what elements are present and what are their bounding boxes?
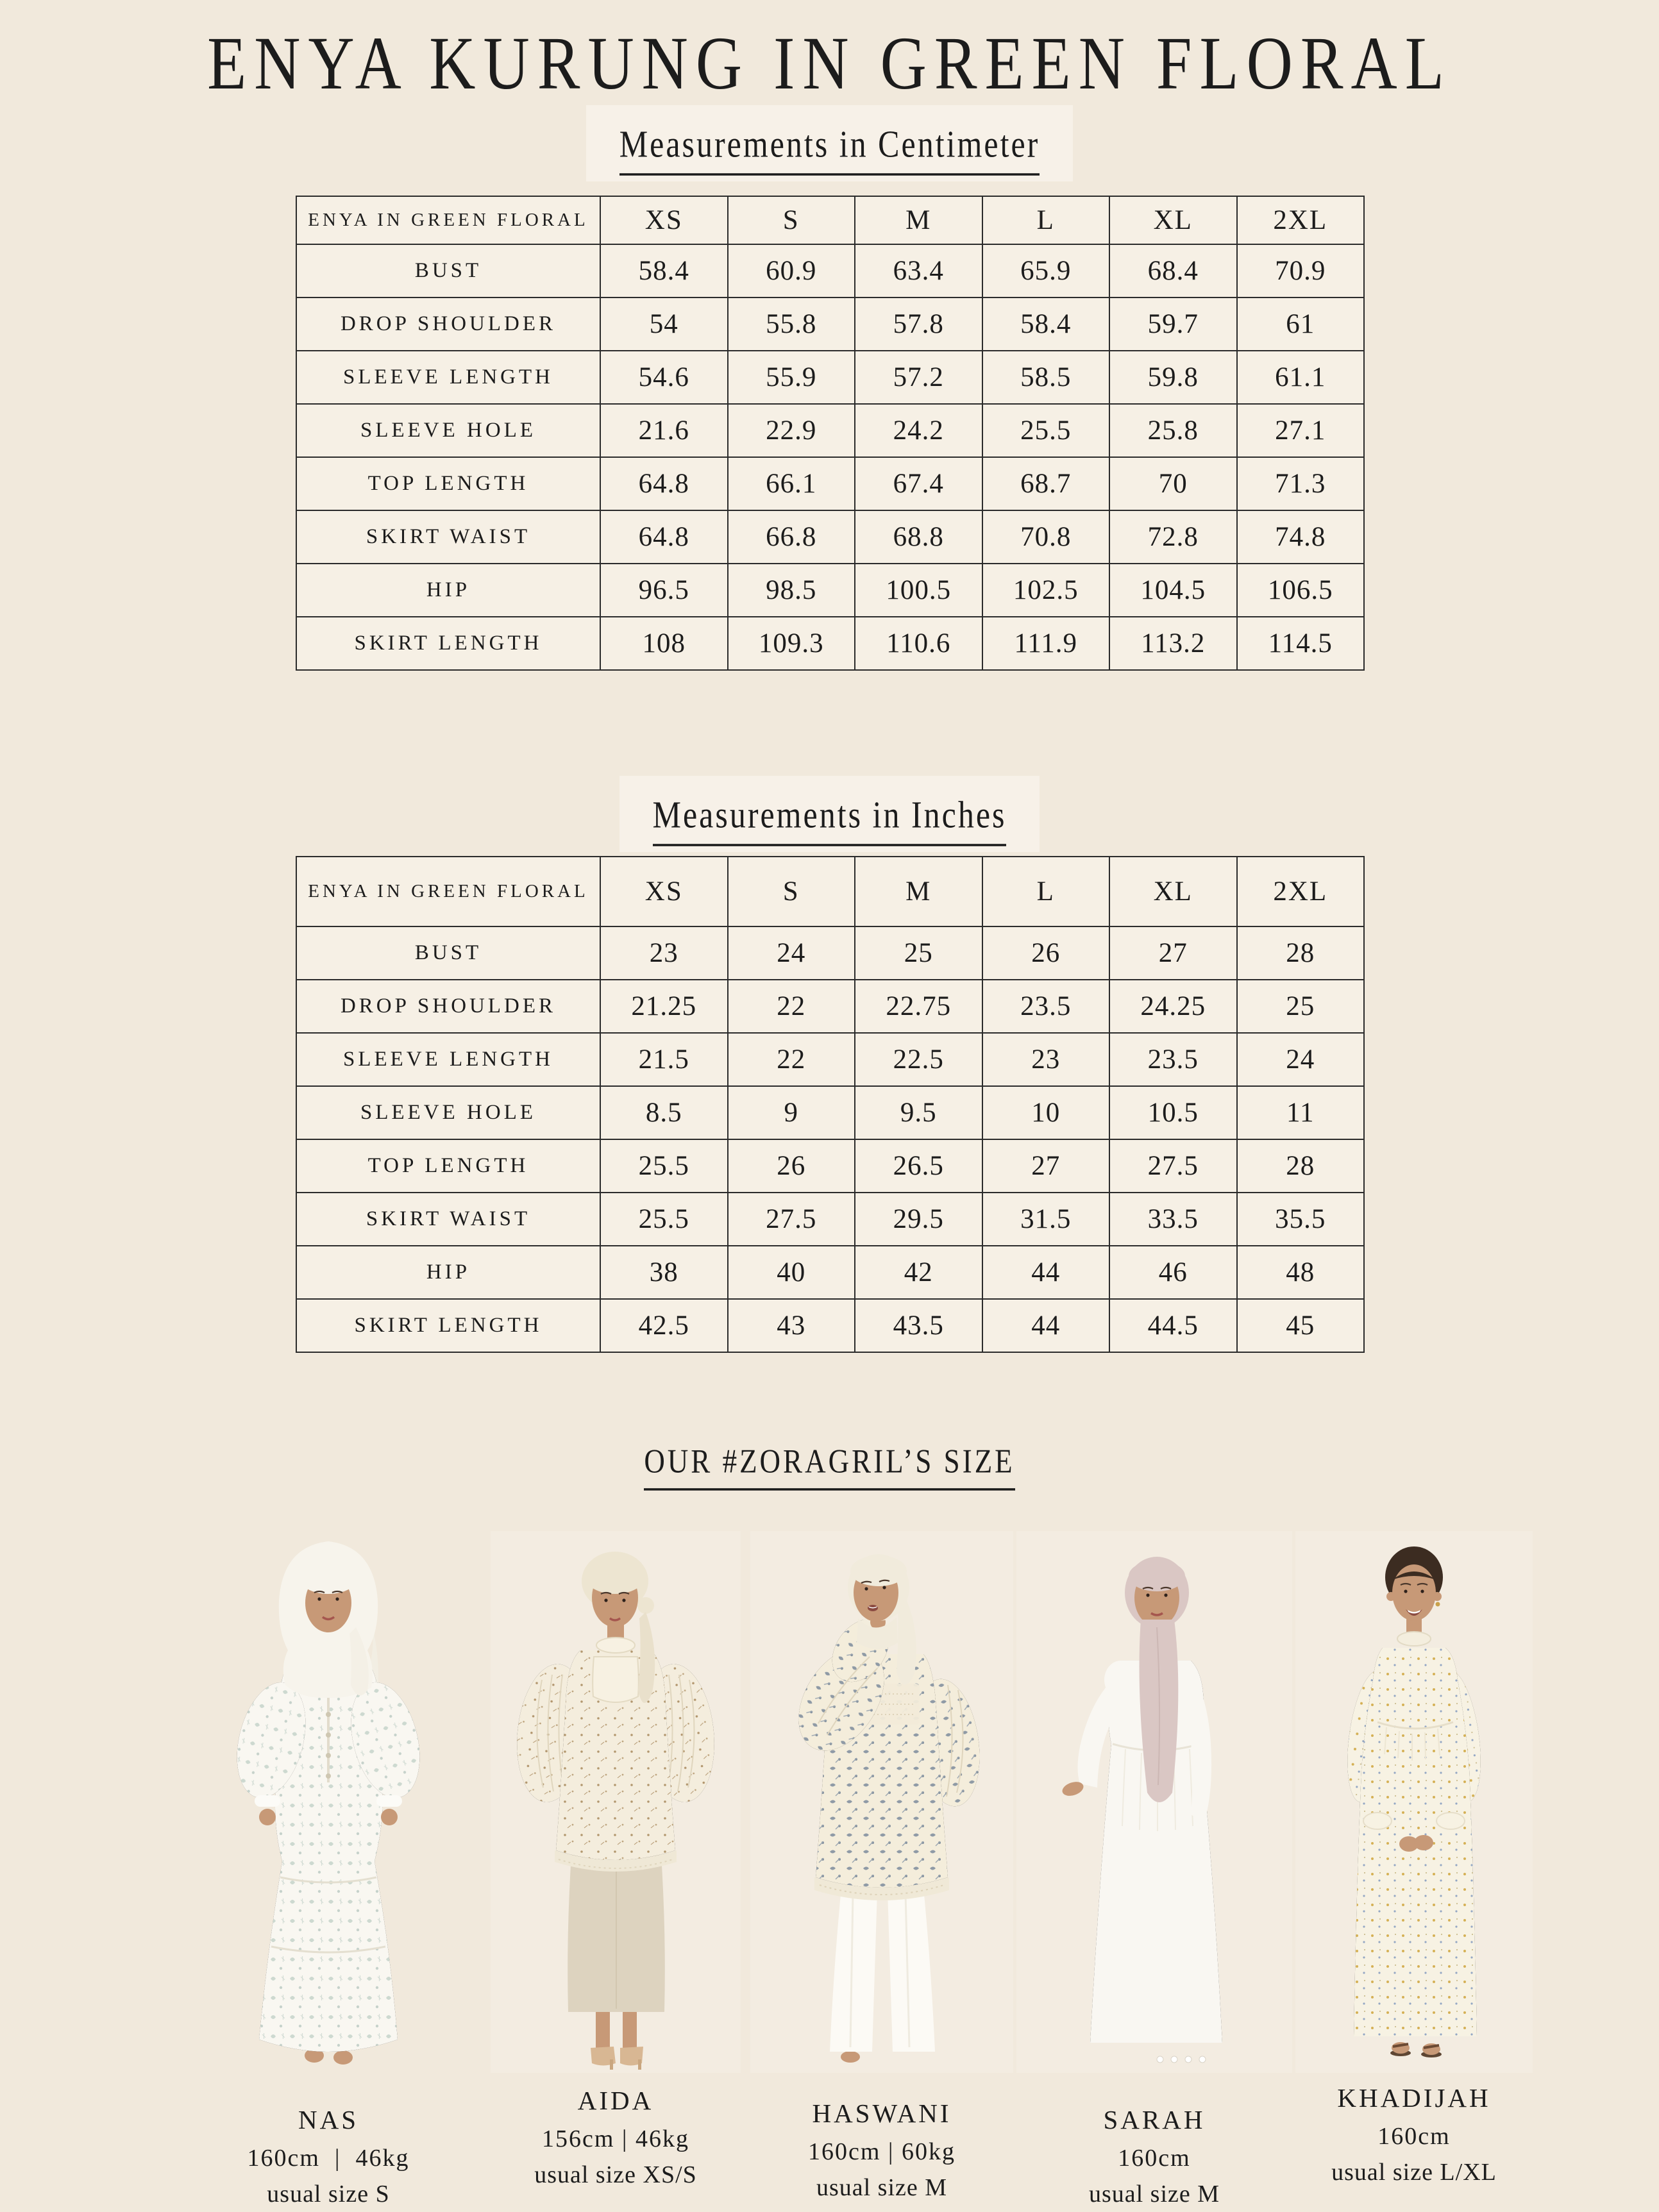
measurement-value: 24.25: [1109, 980, 1237, 1033]
measurement-value: 10.5: [1109, 1086, 1237, 1139]
measurement-value: 72.8: [1109, 510, 1237, 564]
measurement-value: 40: [728, 1246, 855, 1299]
measurement-value: 22.9: [728, 404, 855, 457]
model-caption-nas: [190, 2104, 466, 2208]
measurement-value: 64.8: [600, 457, 728, 510]
measurement-value: 64.8: [600, 510, 728, 564]
measurement-label: SLEEVE HOLE: [296, 1086, 600, 1139]
model-size-note: usual size L/XL: [1331, 2159, 1497, 2186]
measurement-value: 23: [600, 926, 728, 980]
measurement-row: [296, 457, 1364, 510]
measurement-value: 54: [600, 297, 728, 351]
measurement-value: 9.5: [855, 1086, 982, 1139]
measurement-value: 57.2: [855, 351, 982, 404]
measurement-label: BUST: [296, 244, 600, 297]
size-column-header: 2XL: [1237, 196, 1365, 244]
measurement-value: 24: [728, 926, 855, 980]
measurement-value: 67.4: [855, 457, 982, 510]
measurement-value: 42.5: [600, 1299, 728, 1352]
measurement-value: 10: [982, 1086, 1110, 1139]
measurement-label: SKIRT WAIST: [296, 1193, 600, 1246]
measurement-label: HIP: [296, 564, 600, 617]
model-name: AIDA: [577, 2086, 654, 2115]
size-column-header: M: [855, 857, 982, 926]
size-table-header-row: [296, 196, 1364, 244]
measurement-row: [296, 404, 1364, 457]
measurement-value: 48: [1237, 1246, 1365, 1299]
measurement-row: [296, 244, 1364, 297]
measurement-row: [296, 564, 1364, 617]
measurement-value: 59.7: [1109, 297, 1237, 351]
measurement-value: 27.5: [1109, 1139, 1237, 1193]
size-column-header: M: [855, 196, 982, 244]
model-size-note: usual size M: [1088, 2181, 1220, 2208]
measurement-value: 22: [728, 1033, 855, 1086]
model-stats: 156cm | 46kg: [541, 2125, 690, 2152]
measurement-value: 25.5: [600, 1193, 728, 1246]
measurement-value: 35.5: [1237, 1193, 1365, 1246]
measurement-value: 43: [728, 1299, 855, 1352]
measurement-value: 25.5: [982, 404, 1110, 457]
measurement-value: 23.5: [1109, 1033, 1237, 1086]
measurement-value: 28: [1237, 926, 1365, 980]
table-corner-header: ENYA IN GREEN FLORAL: [296, 196, 600, 244]
measurement-row: [296, 510, 1364, 564]
section-heading-inches: Measurements in Inches: [0, 776, 1659, 852]
measurement-value: 25: [1237, 980, 1365, 1033]
measurement-value: 26: [728, 1139, 855, 1193]
measurement-value: 22.5: [855, 1033, 982, 1086]
model-caption-khadijah: [1276, 2082, 1552, 2186]
measurement-value: 102.5: [982, 564, 1110, 617]
model-stats: 160cm | 46kg: [247, 2145, 410, 2172]
model-name: SARAH: [1103, 2105, 1206, 2134]
measurement-value: 22: [728, 980, 855, 1033]
measurement-label: TOP LENGTH: [296, 457, 600, 510]
measurement-value: 27: [1109, 926, 1237, 980]
measurement-label: DROP SHOULDER: [296, 297, 600, 351]
measurement-value: 66.8: [728, 510, 855, 564]
size-column-header: L: [982, 196, 1110, 244]
measurement-row: [296, 1246, 1364, 1299]
measurement-value: 27.1: [1237, 404, 1365, 457]
measurement-value: 23.5: [982, 980, 1110, 1033]
measurement-value: 42: [855, 1246, 982, 1299]
measurement-value: 96.5: [600, 564, 728, 617]
measurement-value: 60.9: [728, 244, 855, 297]
measurement-value: 58.5: [982, 351, 1110, 404]
measurement-value: 58.4: [982, 297, 1110, 351]
size-column-header: XL: [1109, 857, 1237, 926]
measurement-value: 70: [1109, 457, 1237, 510]
measurement-label: SLEEVE LENGTH: [296, 351, 600, 404]
measurement-label: SKIRT LENGTH: [296, 1299, 600, 1352]
measurement-label: SKIRT LENGTH: [296, 617, 600, 670]
measurement-value: 27: [982, 1139, 1110, 1193]
measurement-value: 55.9: [728, 351, 855, 404]
model-name: NAS: [298, 2105, 359, 2134]
measurement-label: SLEEVE HOLE: [296, 404, 600, 457]
measurement-label: SLEEVE LENGTH: [296, 1033, 600, 1086]
measurement-value: 21.25: [600, 980, 728, 1033]
model-name: KHADIJAH: [1337, 2083, 1491, 2113]
measurement-value: 104.5: [1109, 564, 1237, 617]
model-caption-haswani: [744, 2098, 1020, 2202]
measurement-value: 21.6: [600, 404, 728, 457]
model-photo-haswani: [744, 1531, 1020, 2073]
measurement-value: 44.5: [1109, 1299, 1237, 1352]
measurement-value: 74.8: [1237, 510, 1365, 564]
measurement-value: 65.9: [982, 244, 1110, 297]
measurement-value: 114.5: [1237, 617, 1365, 670]
measurement-row: [296, 297, 1364, 351]
measurement-value: 22.75: [855, 980, 982, 1033]
measurement-row: [296, 1139, 1364, 1193]
measurement-value: 58.4: [600, 244, 728, 297]
model-photo-aida: [478, 1531, 754, 2073]
measurement-row: [296, 1299, 1364, 1352]
size-column-header: L: [982, 857, 1110, 926]
model-size-note: usual size M: [816, 2174, 948, 2201]
measurement-value: 11: [1237, 1086, 1365, 1139]
size-column-header: S: [728, 196, 855, 244]
measurement-value: 59.8: [1109, 351, 1237, 404]
model-caption-sarah: [1016, 2104, 1292, 2208]
measurement-label: SKIRT WAIST: [296, 510, 600, 564]
models-section-heading: OUR #ZORAGRIL’S SIZE: [0, 1441, 1659, 1483]
size-table-inches: [296, 856, 1365, 1353]
measurement-value: 113.2: [1109, 617, 1237, 670]
earring: [1436, 1602, 1440, 1607]
model-stats: 160cm: [1118, 2145, 1191, 2172]
measurement-value: 57.8: [855, 297, 982, 351]
measurement-value: 68.8: [855, 510, 982, 564]
measurement-value: 26.5: [855, 1139, 982, 1193]
measurement-value: 70.9: [1237, 244, 1365, 297]
model-photo-khadijah: [1276, 1531, 1552, 2073]
measurement-value: 100.5: [855, 564, 982, 617]
measurement-value: 25.5: [600, 1139, 728, 1193]
measurement-value: 61.1: [1237, 351, 1365, 404]
model-caption-aida: [478, 2085, 754, 2189]
size-column-header: XS: [600, 857, 728, 926]
measurement-value: 110.6: [855, 617, 982, 670]
measurement-row: [296, 351, 1364, 404]
size-column-header: XL: [1109, 196, 1237, 244]
model-size-note: usual size S: [267, 2181, 390, 2208]
size-table-header-row: [296, 857, 1364, 926]
measurement-value: 54.6: [600, 351, 728, 404]
measurement-value: 24: [1237, 1033, 1365, 1086]
measurement-value: 9: [728, 1086, 855, 1139]
measurement-value: 61: [1237, 297, 1365, 351]
measurement-row: [296, 1033, 1364, 1086]
measurement-value: 38: [600, 1246, 728, 1299]
measurement-value: 108: [600, 617, 728, 670]
measurement-label: BUST: [296, 926, 600, 980]
model-size-note: usual size XS/S: [534, 2161, 697, 2188]
measurement-value: 43.5: [855, 1299, 982, 1352]
measurement-value: 25.8: [1109, 404, 1237, 457]
lace-yoke: [593, 1657, 639, 1702]
measurement-value: 71.3: [1237, 457, 1365, 510]
size-table-centimeter: [296, 196, 1365, 671]
measurement-value: 27.5: [728, 1193, 855, 1246]
size-column-header: S: [728, 857, 855, 926]
measurement-value: 68.7: [982, 457, 1110, 510]
measurement-row: [296, 617, 1364, 670]
measurement-value: 33.5: [1109, 1193, 1237, 1246]
measurement-value: 98.5: [728, 564, 855, 617]
measurement-label: DROP SHOULDER: [296, 980, 600, 1033]
section-heading-centimeter: Measurements in Centimeter: [0, 105, 1659, 181]
measurement-value: 23: [982, 1033, 1110, 1086]
measurement-value: 8.5: [600, 1086, 728, 1139]
measurement-value: 70.8: [982, 510, 1110, 564]
page-title: ENYA KURUNG IN GREEN FLORAL: [207, 21, 1452, 105]
measurement-value: 29.5: [855, 1193, 982, 1246]
measurement-label: HIP: [296, 1246, 600, 1299]
model-name: HASWANI: [812, 2099, 952, 2128]
measurement-row: [296, 980, 1364, 1033]
measurement-row: [296, 1193, 1364, 1246]
measurement-value: 46: [1109, 1246, 1237, 1299]
size-column-header: 2XL: [1237, 857, 1365, 926]
measurement-value: 44: [982, 1299, 1110, 1352]
measurement-value: 66.1: [728, 457, 855, 510]
measurement-value: 63.4: [855, 244, 982, 297]
measurement-value: 68.4: [1109, 244, 1237, 297]
table-corner-header: ENYA IN GREEN FLORAL: [296, 857, 600, 926]
model-photo-sarah: [1016, 1531, 1292, 2073]
model-stats: 160cm: [1377, 2123, 1451, 2150]
measurement-value: 55.8: [728, 297, 855, 351]
measurement-value: 25: [855, 926, 982, 980]
measurement-value: 45: [1237, 1299, 1365, 1352]
measurement-value: 26: [982, 926, 1110, 980]
measurement-value: 44: [982, 1246, 1110, 1299]
measurement-value: 31.5: [982, 1193, 1110, 1246]
measurement-row: [296, 926, 1364, 980]
measurement-value: 21.5: [600, 1033, 728, 1086]
measurement-value: 111.9: [982, 617, 1110, 670]
measurement-value: 109.3: [728, 617, 855, 670]
measurement-value: 28: [1237, 1139, 1365, 1193]
model-photo-nas: [190, 1531, 466, 2073]
measurement-row: [296, 1086, 1364, 1139]
measurement-label: TOP LENGTH: [296, 1139, 600, 1193]
model-stats: 160cm | 60kg: [807, 2138, 956, 2165]
measurement-value: 106.5: [1237, 564, 1365, 617]
measurement-value: 24.2: [855, 404, 982, 457]
size-column-header: XS: [600, 196, 728, 244]
